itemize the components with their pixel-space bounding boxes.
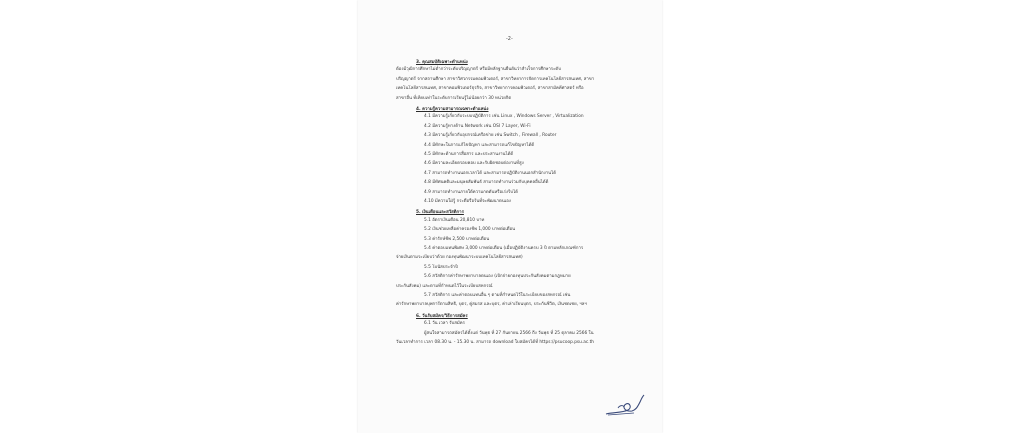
section-heading: 3. คุณสมบัติเฉพาะตำแหน่ง bbox=[416, 60, 468, 65]
text-line: 4.10 มีความใฝ่รู้ กระตือรือร้นที่จะพัฒนาตนเอง bbox=[424, 199, 511, 204]
text-line: 5.6 สวัสดิการค่ารักษาพยาบาลตนเอง (เบิกจ่ายกองทุนประกันสังคมตามกฎหมาย bbox=[424, 274, 571, 280]
text-line: 5.5 โบนัสประจำปี bbox=[424, 264, 458, 270]
text-line: 4.1 มีความรู้เกี่ยวกับระบบปฏิบัติการ เช่น Linux , Windows Server , Virtualization bbox=[424, 114, 584, 120]
text-line: ต้องมีวุฒิการศึกษาไม่ต่ำกว่าระดับปริญญาตรี หรือมีหลักฐานยืนยันว่าสำเร็จการศึกษาระดับ bbox=[396, 67, 561, 73]
text-line: สาขาอื่น ที่เทียบเท่าในระดับการเรียนรู้ไม่น้อยกว่า 30 หน่วยกิต bbox=[396, 95, 512, 101]
text-line: ค่ารักษาพยาบาลบุพการีตามสิทธิ, บุตร, คู่สมรส และบุตร, ค่าเล่าเรียนบุตร, ประกันชีวิต, เงินชดเชย, ฯลฯ bbox=[396, 302, 587, 308]
text-line: 4.7 สามารถทำงานนอกเวลาได้ และสามารถปฏิบัติงานนอกสำนักงานได้ bbox=[424, 170, 557, 176]
text-line: 4.4 มีทักษะในการแก้ไขปัญหา และสามารถแก้ไขปัญหาได้ดี bbox=[424, 142, 535, 148]
text-line: ปริญญาตรี จากสถานศึกษา สาขาวิศวกรรมคอมพิวเตอร์, สาขาวิทยาการจัดการเทคโนโลยีสารสนเทศ, สาขา bbox=[396, 76, 595, 82]
text-line: 5.4 ค่าตอบแทนพิเศษ 3,000 บาทต่อเดือน (เมื่อปฏิบัติงานครบ 3 ปี ตามหลักเกณฑ์การ bbox=[424, 246, 584, 251]
text-line: 5.7 สวัสดิการ และค่าตอบแทนอื่น ๆ ตามที่กำหนดไว้ในระเบียบของสหกรณ์ เช่น bbox=[424, 293, 571, 298]
document-page bbox=[358, 0, 662, 433]
text-line: ประกันสังคม) และตามที่กำหนดไว้ในระเบียบสหกรณ์ bbox=[396, 283, 493, 289]
text-line: 4.8 มีทัศนคติและมนุษยสัมพันธ์ สามารถทำงานร่วมกับบุคคลอื่นได้ดี bbox=[424, 180, 549, 186]
text-line: 4.6 มีความละเอียดรอบคอบ และรับผิดชอบต่องานที่สูง bbox=[424, 161, 524, 167]
section-heading: 5. เงินเดือนและสวัสดิการ bbox=[416, 210, 464, 216]
text-line: วันเวลาทำการ เวลา 08.30 น. - 15.30 น. สามารถ download ใบสมัครได้ที่ https://psucoop.psu.ac.th bbox=[396, 340, 595, 345]
text-line: 4.9 สามารถทำงานภายใต้ความกดดันหรือเร่งรีบได้ bbox=[424, 189, 518, 195]
text-line: เทคโนโลยีสารสนเทศ, สาขาคอมพิวเตอร์ธุรกิจ, สาขาวิทยาการคอมพิวเตอร์, สาขาสามัคคีศาสตร์ หรือ bbox=[396, 86, 584, 92]
text-line: 4.5 มีทักษะด้านการสื่อสาร และประสานงานได้ดี bbox=[424, 152, 514, 157]
page-number: -2- bbox=[506, 36, 513, 42]
section-heading: 6. วันรับสมัคร/วิธีการสมัคร bbox=[416, 313, 468, 319]
text-line: 4.3 มีความรู้เกี่ยวกับอุปกรณ์เครือข่าย เช่น Switch , Firewall , Router bbox=[424, 133, 557, 139]
text-line: 4.2 มีความรู้ทางด้าน Network เช่น OSI 7 Layer, Wi-Fi bbox=[424, 123, 531, 129]
text-line: จ่ายเงินตามระเบียบว่าด้วย กองทุนพัฒนาระบบเทคโนโลยีสารสนเทศ) bbox=[396, 255, 523, 261]
signature-image bbox=[604, 392, 646, 418]
text-line: 5.3 ค่ารักษ์ชีพ 2,500 บาทต่อเดือน bbox=[424, 236, 490, 242]
section-heading: 4. ความรู้ความสามารถเฉพาะตำแหน่ง bbox=[416, 107, 489, 112]
text-line: 5.2 เงินช่วยเหลือค่าครองชีพ 1,000 บาทต่อเดือน bbox=[424, 227, 516, 233]
text-line: 5.1 อัตราเงินเดือน 20,810 บาท bbox=[424, 217, 485, 223]
text-line: 6.1 วัน เวลา รับสมัคร bbox=[424, 321, 465, 327]
text-line: ผู้สนใจสามารถสมัครได้ตั้งแต่ วันพุธ ที่ 27 กันยายน 2566 ถึง วันพุธ ที่ 25 ตุลาคม 2566 ใน bbox=[424, 330, 594, 336]
